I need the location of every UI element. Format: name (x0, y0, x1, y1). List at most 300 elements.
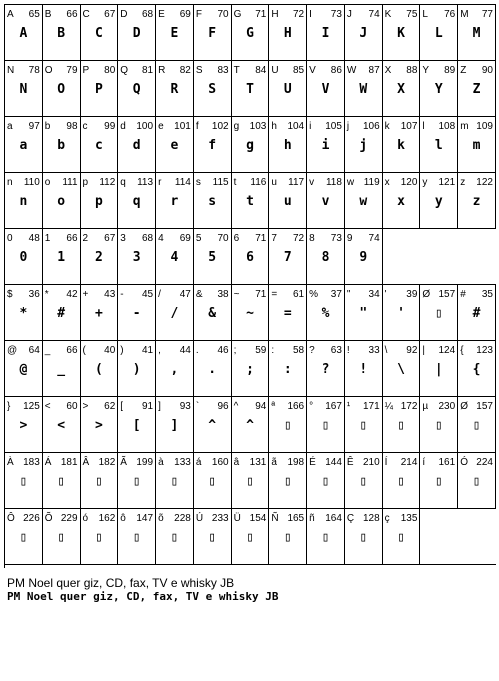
glyph-code: 74 (368, 9, 380, 20)
glyph-char: Ñ (271, 513, 279, 524)
glyph-char: 7 (271, 233, 277, 244)
glyph-code: 62 (104, 401, 116, 412)
glyph-cell (194, 397, 232, 453)
glyph-char: ( (82, 345, 86, 356)
glyph-header (385, 9, 418, 20)
glyph-header (309, 401, 342, 412)
glyph-cell (118, 117, 156, 173)
glyph-char: : (271, 345, 275, 356)
glyph-char: M (460, 9, 469, 20)
glyph-char: X (384, 65, 392, 76)
glyph-sample: N (19, 82, 28, 97)
glyph-sample: I (321, 26, 330, 41)
glyph-sample: " (359, 306, 368, 321)
glyph-code: 87 (368, 65, 380, 76)
glyph-row (5, 5, 496, 61)
glyph-sample: ▯ (434, 306, 443, 321)
glyph-cell (43, 453, 81, 509)
glyph-sample: Y (434, 82, 443, 97)
glyph-char: * (44, 289, 49, 300)
glyph-char: = (271, 289, 278, 300)
glyph-header (309, 345, 342, 356)
glyph-sample: > (95, 418, 103, 433)
glyph-char: x (384, 177, 390, 188)
glyph-sample: 6 (246, 250, 254, 265)
glyph-char: É (309, 457, 316, 468)
glyph-code: 165 (287, 513, 305, 524)
glyph-cell (194, 173, 232, 229)
glyph-cell (118, 61, 156, 117)
glyph-char: w (346, 177, 355, 188)
glyph-code: 85 (293, 65, 305, 76)
glyph-char: } (7, 401, 11, 412)
glyph-cell (345, 341, 383, 397)
glyph-sample: k (397, 138, 405, 153)
glyph-cell (269, 5, 307, 61)
glyph-cell (81, 341, 119, 397)
glyph-sample: P (95, 82, 103, 97)
glyph-row (5, 117, 496, 173)
glyph-char: ó (82, 513, 89, 524)
glyph-code: 71 (255, 289, 267, 300)
glyph-header (385, 345, 418, 356)
glyph-cell (420, 341, 458, 397)
glyph-code: 113 (137, 177, 154, 188)
glyph-cell (269, 61, 307, 117)
glyph-cell (383, 117, 421, 173)
glyph-sample: 5 (208, 250, 217, 265)
glyph-sample: L (434, 26, 443, 41)
glyph-char: d (120, 121, 126, 132)
glyph-cell (307, 5, 345, 61)
glyph-cell (156, 285, 194, 341)
glyph-cell (81, 5, 119, 61)
glyph-sample: ^ (246, 418, 254, 433)
glyph-cell (307, 509, 345, 565)
glyph-char: [ (120, 401, 124, 412)
glyph-sample: ▯ (283, 474, 292, 489)
glyph-header (158, 401, 191, 412)
glyph-cell (156, 61, 194, 117)
glyph-cell (81, 173, 119, 229)
glyph-code: 226 (23, 513, 40, 524)
glyph-row (5, 453, 496, 509)
glyph-sample: ▯ (19, 530, 28, 545)
glyph-code: 157 (476, 401, 493, 412)
glyph-cell (383, 453, 421, 509)
glyph-sample: C (95, 26, 103, 41)
glyph-cell (420, 5, 458, 61)
glyph-char: m (460, 121, 469, 132)
glyph-cell (118, 397, 156, 453)
glyph-code: 183 (23, 457, 40, 468)
glyph-cell (194, 341, 232, 397)
glyph-header (422, 9, 455, 20)
glyph-sample: ▯ (95, 530, 103, 545)
glyph-code: 36 (28, 289, 40, 300)
glyph-header (45, 401, 78, 412)
glyph-header (158, 65, 191, 76)
glyph-sample: / (170, 306, 179, 321)
glyph-char: - (120, 289, 124, 300)
sample-text-pixel-font: PM Noel quer giz, CD, fax, TV e whisky JB (7, 590, 279, 603)
glyph-header (460, 9, 493, 20)
glyph-sample: # (472, 306, 481, 321)
glyph-code: 228 (174, 513, 191, 524)
glyph-code: 167 (325, 401, 342, 412)
glyph-cell (420, 453, 458, 509)
glyph-sample: g (246, 138, 254, 153)
glyph-char: k (384, 121, 390, 132)
glyph-cell (383, 61, 421, 117)
glyph-header (83, 121, 116, 132)
glyph-header (83, 289, 116, 300)
glyph-code: 181 (60, 457, 78, 468)
glyph-header (271, 233, 304, 244)
glyph-sample: + (95, 306, 103, 321)
glyph-sample: u (283, 194, 292, 209)
glyph-header (7, 457, 40, 468)
glyph-header (309, 177, 342, 188)
glyph-sample: y (434, 194, 443, 209)
glyph-sample: x (397, 194, 405, 209)
glyph-header (234, 513, 267, 524)
glyph-code: 84 (255, 65, 267, 76)
glyph-char: V (309, 65, 316, 76)
glyph-code: 70 (217, 9, 229, 20)
glyph-header (120, 121, 153, 132)
glyph-code: 35 (481, 289, 493, 300)
glyph-cell (5, 397, 43, 453)
glyph-header (158, 177, 191, 188)
glyph-cell (5, 5, 43, 61)
glyph-row (5, 285, 496, 341)
glyph-code: 99 (104, 121, 116, 132)
glyph-code: 105 (325, 121, 342, 132)
glyph-code: 43 (104, 289, 116, 300)
glyph-cell (194, 285, 232, 341)
glyph-char: 4 (158, 233, 164, 244)
glyph-char: ª (271, 401, 276, 412)
glyph-header (460, 401, 493, 412)
glyph-row (5, 397, 496, 453)
glyph-char: l (422, 121, 425, 132)
glyph-cell (118, 5, 156, 61)
glyph-header (271, 289, 304, 300)
glyph-cell (232, 397, 270, 453)
glyph-header (309, 513, 342, 524)
glyph-code: 40 (104, 345, 116, 356)
glyph-char: Ú (195, 513, 204, 524)
glyph-code: 77 (481, 9, 493, 20)
glyph-char: . (195, 345, 199, 356)
glyph-cell (118, 285, 156, 341)
glyph-char: J (346, 9, 352, 20)
glyph-cell (81, 285, 119, 341)
glyph-code: 59 (255, 345, 267, 356)
glyph-cell (43, 285, 81, 341)
glyph-code: 76 (444, 9, 456, 20)
glyph-code: 66 (66, 9, 78, 20)
glyph-header (120, 9, 153, 20)
glyph-sample: ! (359, 362, 368, 377)
glyph-row (5, 61, 496, 117)
glyph-header (234, 177, 267, 188)
glyph-char: S (195, 65, 203, 76)
glyph-code: 214 (400, 457, 418, 468)
glyph-char: ~ (233, 289, 240, 300)
glyph-header (422, 345, 455, 356)
glyph-cell (194, 5, 232, 61)
glyph-code: 33 (368, 345, 380, 356)
glyph-sample: 3 (132, 250, 141, 265)
glyph-char: Â (82, 457, 90, 468)
glyph-sample: ▯ (132, 474, 141, 489)
glyph-header (347, 121, 380, 132)
glyph-header (385, 65, 418, 76)
glyph-sample: 7 (283, 250, 292, 265)
glyph-header (120, 345, 153, 356)
glyph-code: 47 (179, 289, 191, 300)
glyph-sample: < (57, 418, 66, 433)
glyph-char: ` (195, 401, 200, 412)
glyph-header (45, 513, 78, 524)
glyph-sample: ▯ (321, 530, 330, 545)
glyph-char: 3 (120, 233, 126, 244)
glyph-cell (81, 453, 119, 509)
glyph-code: 68 (141, 9, 154, 20)
glyph-code: 98 (66, 121, 78, 132)
glyph-cell (5, 509, 43, 565)
glyph-char: U (271, 65, 279, 76)
glyph-code: 61 (293, 289, 305, 300)
glyph-char: , (158, 345, 161, 356)
glyph-code: 96 (217, 401, 229, 412)
glyph-sample: ▯ (359, 530, 368, 545)
glyph-cell (156, 5, 194, 61)
glyph-char: R (158, 65, 166, 76)
glyph-header (45, 9, 78, 20)
glyph-sample: ▯ (246, 530, 254, 545)
glyph-char: & (195, 289, 203, 300)
glyph-row (5, 173, 496, 229)
glyph-sample: f (208, 138, 217, 153)
glyph-cell (269, 453, 307, 509)
glyph-sample: ▯ (321, 474, 330, 489)
glyph-char: 2 (82, 233, 89, 244)
glyph-header (120, 457, 153, 468)
glyph-sample: t (246, 194, 254, 209)
glyph-sample: 8 (321, 250, 330, 265)
glyph-cell (307, 173, 345, 229)
glyph-sample: ▯ (321, 418, 330, 433)
glyph-code: 162 (98, 513, 116, 524)
glyph-code: 182 (98, 457, 116, 468)
glyph-header (271, 401, 304, 412)
empty-cell (458, 509, 496, 565)
glyph-char: Ô (7, 513, 15, 524)
glyph-sample: ; (246, 362, 254, 377)
glyph-header (460, 65, 493, 76)
glyph-header (83, 177, 116, 188)
glyph-code: 133 (174, 457, 191, 468)
glyph-sample: ▯ (359, 474, 368, 489)
glyph-char: + (82, 289, 89, 300)
glyph-sample: j (359, 138, 368, 153)
glyph-sample: ▯ (397, 418, 405, 433)
glyph-code: 72 (293, 233, 305, 244)
glyph-header (158, 289, 191, 300)
glyph-char: 0 (7, 233, 13, 244)
glyph-sample: E (170, 26, 179, 41)
glyph-sample: A (19, 26, 28, 41)
glyph-code: 131 (249, 457, 267, 468)
glyph-char: 6 (233, 233, 240, 244)
glyph-sample: S (208, 82, 217, 97)
glyph-code: 164 (325, 513, 342, 524)
glyph-code: 79 (66, 65, 78, 76)
glyph-char: # (460, 289, 466, 300)
glyph-cell (118, 173, 156, 229)
glyph-header (196, 121, 229, 132)
glyph-header (158, 513, 191, 524)
glyph-cell (43, 341, 81, 397)
glyph-sample: ▯ (208, 474, 217, 489)
glyph-char: ã (271, 457, 277, 468)
glyph-code: 93 (179, 401, 191, 412)
glyph-row (5, 341, 496, 397)
glyph-char: > (82, 401, 89, 412)
empty-cell (458, 229, 496, 285)
glyph-cell (383, 397, 421, 453)
glyph-code: 114 (174, 177, 191, 188)
glyph-sample: ▯ (434, 418, 443, 433)
glyph-header (234, 233, 267, 244)
glyph-header (271, 513, 304, 524)
glyph-char: f (195, 121, 199, 132)
glyph-header (7, 65, 40, 76)
glyph-header (120, 177, 153, 188)
glyph-cell (43, 5, 81, 61)
glyph-char: N (7, 65, 15, 76)
glyph-header (45, 289, 78, 300)
glyph-char: e (158, 121, 164, 132)
glyph-code: 44 (179, 345, 191, 356)
glyph-cell (81, 117, 119, 173)
glyph-cell (81, 229, 119, 285)
glyph-cell (5, 285, 43, 341)
glyph-header (45, 65, 78, 76)
glyph-code: 71 (255, 233, 267, 244)
glyph-char: P (82, 65, 90, 76)
glyph-cell (43, 229, 81, 285)
glyph-cell (194, 453, 232, 509)
glyph-cell (269, 117, 307, 173)
glyph-code: 75 (406, 9, 418, 20)
glyph-sample: @ (19, 362, 28, 377)
glyph-char: r (158, 177, 162, 188)
glyph-header (45, 233, 78, 244)
glyph-header (196, 233, 229, 244)
glyph-code: 58 (293, 345, 305, 356)
glyph-sample: # (57, 306, 66, 321)
glyph-char: ' (384, 289, 387, 300)
glyph-cell (232, 509, 270, 565)
glyph-sample: ▯ (283, 530, 292, 545)
glyph-sample: n (19, 194, 28, 209)
glyph-header (234, 121, 267, 132)
glyph-code: 161 (438, 457, 456, 468)
glyph-char: | (422, 345, 426, 356)
glyph-cell (232, 285, 270, 341)
glyph-char: _ (44, 345, 51, 356)
glyph-code: 107 (400, 121, 418, 132)
glyph-cell (232, 117, 270, 173)
glyph-code: 135 (400, 513, 418, 524)
glyph-code: 34 (368, 289, 380, 300)
glyph-sample: w (359, 194, 368, 209)
glyph-char: p (82, 177, 89, 188)
glyph-cell (458, 341, 496, 397)
glyph-sample: T (246, 82, 254, 97)
glyph-char: µ (422, 401, 429, 412)
glyph-sample: ] (170, 418, 179, 433)
glyph-code: 109 (476, 121, 493, 132)
glyph-header (45, 177, 78, 188)
glyph-header (7, 289, 40, 300)
glyph-code: 100 (136, 121, 154, 132)
glyph-char: G (233, 9, 242, 20)
glyph-code: 70 (217, 233, 229, 244)
glyph-code: 119 (363, 177, 380, 188)
glyph-code: 233 (211, 513, 229, 524)
glyph-sample: = (283, 306, 292, 321)
glyph-code: 67 (104, 9, 116, 20)
glyph-header (7, 233, 40, 244)
glyph-char: $ (7, 289, 13, 300)
glyph-sample: G (246, 26, 254, 41)
glyph-char: ; (233, 345, 237, 356)
glyph-header (196, 401, 229, 412)
glyph-char: O (44, 65, 53, 76)
glyph-cell (5, 117, 43, 173)
glyph-char: { (460, 345, 464, 356)
glyph-char: T (233, 65, 240, 76)
glyph-cell (383, 173, 421, 229)
glyph-char: % (309, 289, 319, 300)
glyph-code: 90 (481, 65, 493, 76)
glyph-sample: ▯ (472, 474, 481, 489)
glyph-cell (383, 341, 421, 397)
glyph-sample: ▯ (132, 530, 141, 545)
glyph-cell (232, 61, 270, 117)
glyph-header (460, 177, 493, 188)
glyph-cell (194, 61, 232, 117)
glyph-cell (232, 5, 270, 61)
glyph-header (422, 457, 455, 468)
glyph-cell (118, 453, 156, 509)
glyph-char: ] (158, 401, 161, 412)
glyph-char: Ã (120, 457, 127, 468)
glyph-cell (232, 173, 270, 229)
glyph-code: 101 (174, 121, 191, 132)
glyph-header (120, 401, 153, 412)
glyph-sample: D (132, 26, 141, 41)
glyph-code: 48 (28, 233, 40, 244)
glyph-header (271, 65, 304, 76)
glyph-cell (345, 453, 383, 509)
glyph-header (7, 177, 40, 188)
